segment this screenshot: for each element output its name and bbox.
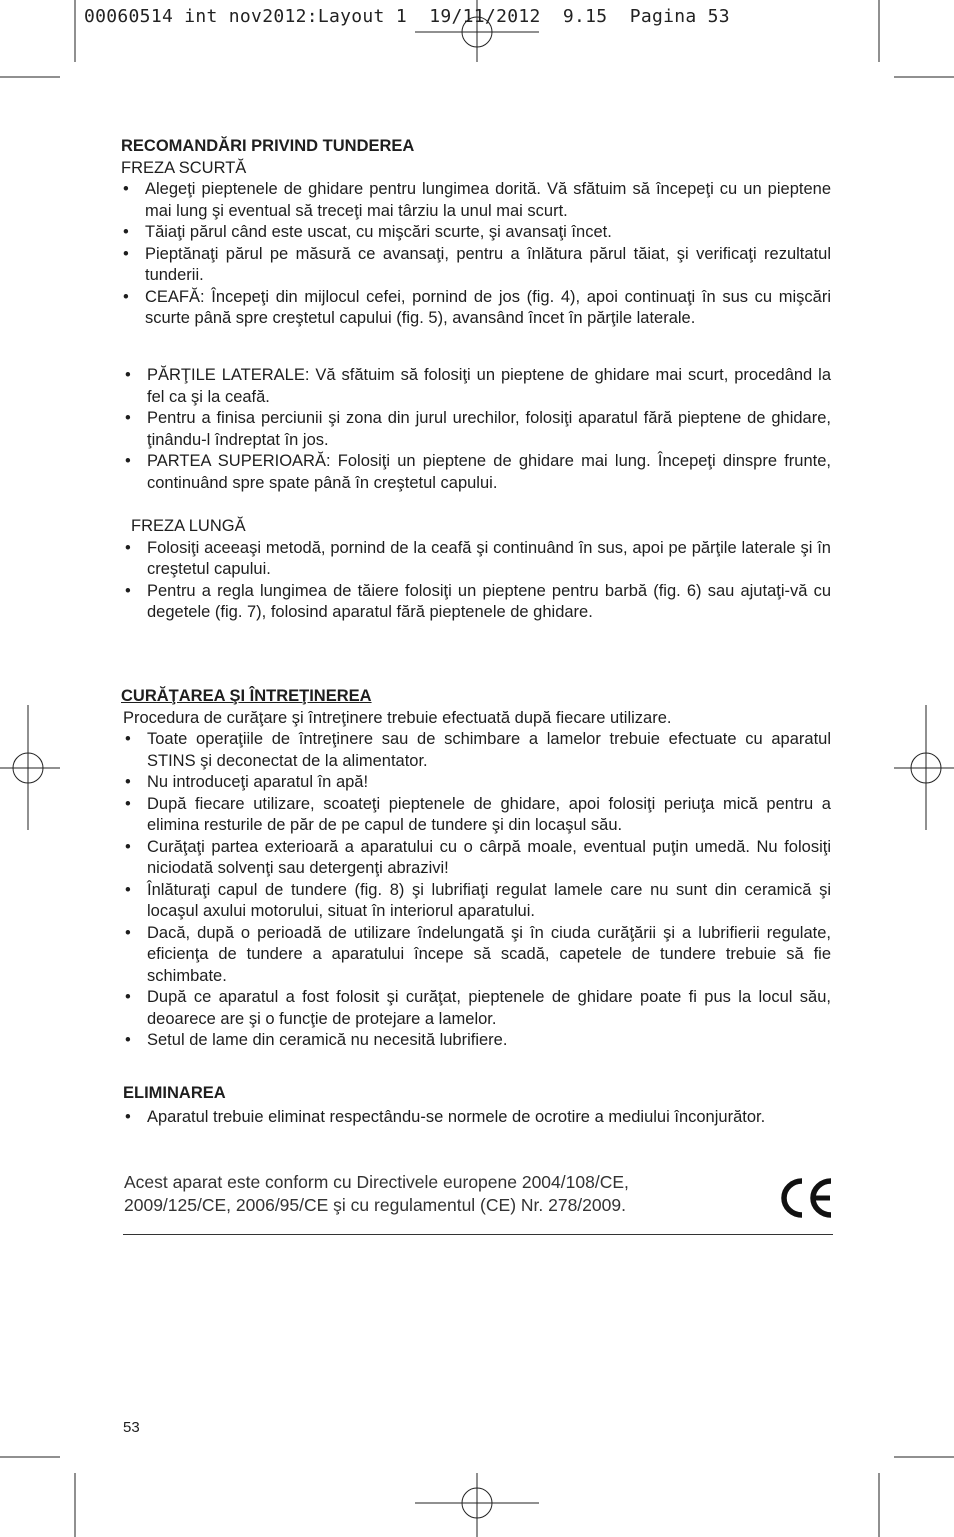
list-item: • Pentru a finisa perciunii şi zona din jurul urechilor, folosiţi aparatul fără pieptene de ghidare, ţinându-l îndreptat în jos.: [123, 408, 831, 451]
list-item: • Curăţaţi partea exterioară a aparatului cu o cârpă moale, eventual puţin umedă. Nu folosiţi niciodată solvenţi sau detergenţi abrazivi!: [123, 837, 831, 880]
section-disposal: [123, 1083, 831, 1128]
cleaning-intro: Procedura de curăţare şi întreţinere trebuie efectuată după fiecare utilizare.: [123, 708, 672, 727]
list-item: • Setul de lame din ceramică nu necesită lubrifiere.: [123, 1030, 831, 1052]
conformity-statement: [124, 1171, 764, 1217]
list-item: • Dacă, după o perioadă de utilizare îndelungată şi în ciuda curăţării şi a lubrifierii regulate, eficienţa de tundere a aparatului începe să scadă, capetele de tundere trebuie să fie schimbate.: [123, 923, 831, 988]
list-item: • După ce aparatul a fost folosit şi curăţat, pieptenele de ghidare poate fi pus la locul său, deoarece are şi o funcţie de protejare a lamelor.: [123, 987, 831, 1030]
list-item: • PARTEA SUPERIOARĂ: Folosiţi un pieptene de ghidare mai lung. Începeţi dinspre frunte, continuând spre spate până în creştetul capului.: [123, 451, 831, 494]
bullet-list: [123, 538, 831, 624]
conformity-line: Acest aparat este conform cu Directivele europene 2004/108/CE,: [124, 1172, 629, 1192]
list-item: • PĂRŢILE LATERALE: Vă sfătuim să folosiţi un pieptene de ghidare mai scurt, procedând la fel ca şi la ceafă.: [123, 365, 831, 408]
ce-mark-icon: [778, 1176, 834, 1220]
list-item: • După fiecare utilizare, scoateţi pieptenele de ghidare, apoi folosiţi periuţa mică pentru a elimina resturile de păr de pe capul de tundere şi din locaşul său.: [123, 794, 831, 837]
section-cutting-tips: [121, 136, 831, 330]
list-item: • Folosiţi aceeaşi metodă, pornind de la ceafă şi continuând în sus, apoi pe părţile laterale şi în creştetul capului.: [123, 538, 831, 581]
list-item: • Pieptănaţi părul pe măsură ce avansaţi, pentru a înlătura părul tăiat, şi verificaţi rezultatul tunderii.: [121, 244, 831, 287]
subheading-short-cut: FREZA SCURTĂ: [121, 158, 247, 177]
subheading-long-cut: FREZA LUNGĂ: [131, 517, 246, 535]
section-sides-top: [123, 365, 831, 494]
section-heading: CURĂŢAREA ŞI ÎNTREŢINEREA: [121, 687, 372, 705]
list-item: • Alegeţi pieptenele de ghidare pentru lungimea dorită. Vă sfătuim să începeţi cu un pieptene mai lung şi eventual să treceţi mai târziu la unul mai scurt.: [121, 179, 831, 222]
list-item: • Tăiaţi părul când este uscat, cu mişcări scurte, şi avansaţi încet.: [121, 222, 831, 244]
bullet-list: [123, 365, 831, 494]
section-cleaning: [121, 686, 831, 1052]
bullet-list: [121, 729, 831, 1052]
bullet-list: [121, 179, 831, 330]
list-item: • CEAFĂ: Începeţi din mijlocul cefei, pornind de jos (fig. 4), apoi continuaţi în sus cu mişcări scurte până spre creştetul capului (fig. 5), avansând încet în părţile laterale.: [121, 287, 831, 330]
page-number: 53: [123, 1419, 140, 1436]
divider: [123, 1234, 833, 1235]
bullet-list: [123, 1107, 831, 1129]
print-slug: 00060514 int nov2012:Layout 1 19/11/2012 9.15 Pagina 53: [84, 6, 730, 27]
list-item: • Aparatul trebuie eliminat respectându-se normele de ocrotire a mediului înconjurător.: [123, 1107, 831, 1129]
conformity-line: 2009/125/CE, 2006/95/CE şi cu regulamentul (CE) Nr. 278/2009.: [124, 1195, 626, 1215]
section-heading: RECOMANDĂRI PRIVIND TUNDEREA: [121, 137, 415, 155]
section-long-cut: [123, 516, 831, 624]
list-item: • Toate operaţiile de întreţinere sau de schimbare a lamelor trebuie efectuate cu aparatul STINS şi deconectat de la alimentator.: [123, 729, 831, 772]
list-item: • Pentru a regla lungimea de tăiere folosiţi un pieptene pentru barbă (fig. 6) sau ajutaţi-vă cu degetele (fig. 7), folosind aparatul fără pieptenele de ghidare.: [123, 581, 831, 624]
list-item: • Înlăturaţi capul de tundere (fig. 8) şi lubrifiaţi regulat lamele care nu sunt din ceramică şi locaşul axului motorului, situat în interiorul aparatului.: [123, 880, 831, 923]
section-heading: ELIMINAREA: [123, 1084, 226, 1102]
list-item: • Nu introduceţi aparatul în apă!: [123, 772, 831, 794]
